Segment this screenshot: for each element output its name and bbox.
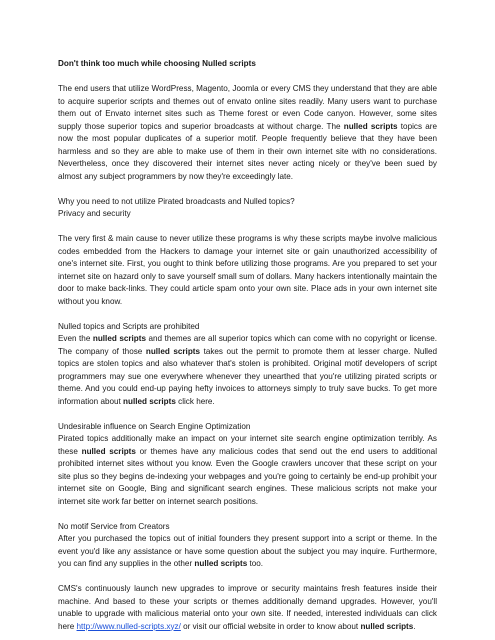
- paragraph-updates: [58, 583, 437, 633]
- keyword-bold: nulled scripts: [194, 559, 248, 568]
- subheading-support: No motif Service from Creators: [58, 521, 170, 531]
- text-run: too.: [247, 559, 264, 568]
- text-run: CMS's continuously launch new upgrades to improve or security maintains fresh features inside their machine. And based to these your scripts or themes additionally demand upgrades. However, you'll unable to upgrade with malicious material onto your own site. If needed, interested individuals can click here: [58, 584, 437, 631]
- paragraph-seo: [58, 433, 437, 508]
- paragraph-privacy: The very first & main cause to never utilize these programs is why these scripts maybe involve malicious codes embedded from the Hackers to damage your internet site or gain unauthorized accessibility of one's internet site. First, you ought to think before utilizing those programs. Are you prepared to set your internet site on hazard only to save yourself small sum of dollars. Many hackers intentionally maintain the door to make back-links. They could article spam onto your own site. Place ads in your own internet site without you know.: [58, 234, 437, 306]
- text-run: .: [413, 621, 416, 631]
- subheading-prohibited: Nulled topics and Scripts are prohibited: [58, 321, 200, 331]
- text-run: After you purchased the topics out of initial founders they present support into a script or theme. In the event you'd like any assistance or have some question about the subject you may inquire. Furthermore, you can find any supplies in the other: [58, 534, 437, 568]
- text-run: Even the: [58, 334, 93, 343]
- article-heading: Don't think too much while choosing Nulled scripts: [58, 59, 256, 68]
- text-run: or themes have any malicious codes that send out the end users to additional prohibited internet sites without you know. Even the Google crawlers uncover that these script on your site plus so they begins de-indexing your webpages and you're going to certainly be end-up prohibit your internet site on Google, Bing and significant search engines. These malicious scripts not make your internet site work far better on internet search positions.: [58, 446, 437, 506]
- text-run: Pirated topics additionally make an impact on your internet site search engine optimization terribly. As these: [58, 434, 437, 456]
- text-run: and themes are all superior topics which can come with no copyright or license. The company of those: [58, 334, 437, 356]
- keyword-bold: nulled scripts: [123, 396, 176, 406]
- question-heading: Why you need to not utilize Pirated broadcasts and Nulled topics?: [58, 196, 295, 206]
- keyword-bold: nulled scripts: [343, 121, 398, 131]
- subheading-privacy: Privacy and security: [58, 209, 131, 218]
- text-run: takes out the permit to promote them at lesser charge. Nulled topics are stolen topics and also whatever that's stolen is prohibited. Original motif developers of script programmers may sue one everywhere whenever they unearthed that you're utilizing pirated scripts or theme. And you could end-up paying hefty invoices to attorneys simply to truly save bucks. To get more information about: [58, 346, 438, 406]
- keyword-bold: nulled scripts: [360, 621, 414, 631]
- paragraph-prohibited: [58, 333, 437, 408]
- text-run: click here.: [175, 396, 215, 406]
- website-link[interactable]: http://www.nulled-scripts.xyz/: [76, 621, 181, 631]
- text-run: The end users that utilize WordPress, Magento, Joomla or every CMS they understand that they are able to acquire superior scripts and themes out of envato online sites readily. Many users want to purchase them out of Envato internet sites such as Theme forest or even Code canyon. However, some sites supply those superior topics and superior broadcasts at without charge. The: [58, 84, 437, 131]
- keyword-bold: nulled scripts: [145, 346, 201, 356]
- keyword-bold: nulled scripts: [92, 334, 146, 343]
- text-run: or visit our official website in order to know about: [180, 621, 361, 631]
- text-run: topics are now the most popular duplicates of a superior motif. People frequently believe that they have been harmless and so they are able to make use of them in their own internet site with no considerations. Nevertheless, once they discovered their internet sites never acting nicely or they've been sued by almost any subject programmers by now they're exceedingly late.: [58, 121, 437, 181]
- subheading-seo: Undesirable influence on Search Engine Optimization: [58, 421, 251, 431]
- paragraph-support: [58, 533, 437, 571]
- keyword-bold: nulled scripts: [81, 446, 136, 456]
- paragraph-intro: [58, 83, 437, 183]
